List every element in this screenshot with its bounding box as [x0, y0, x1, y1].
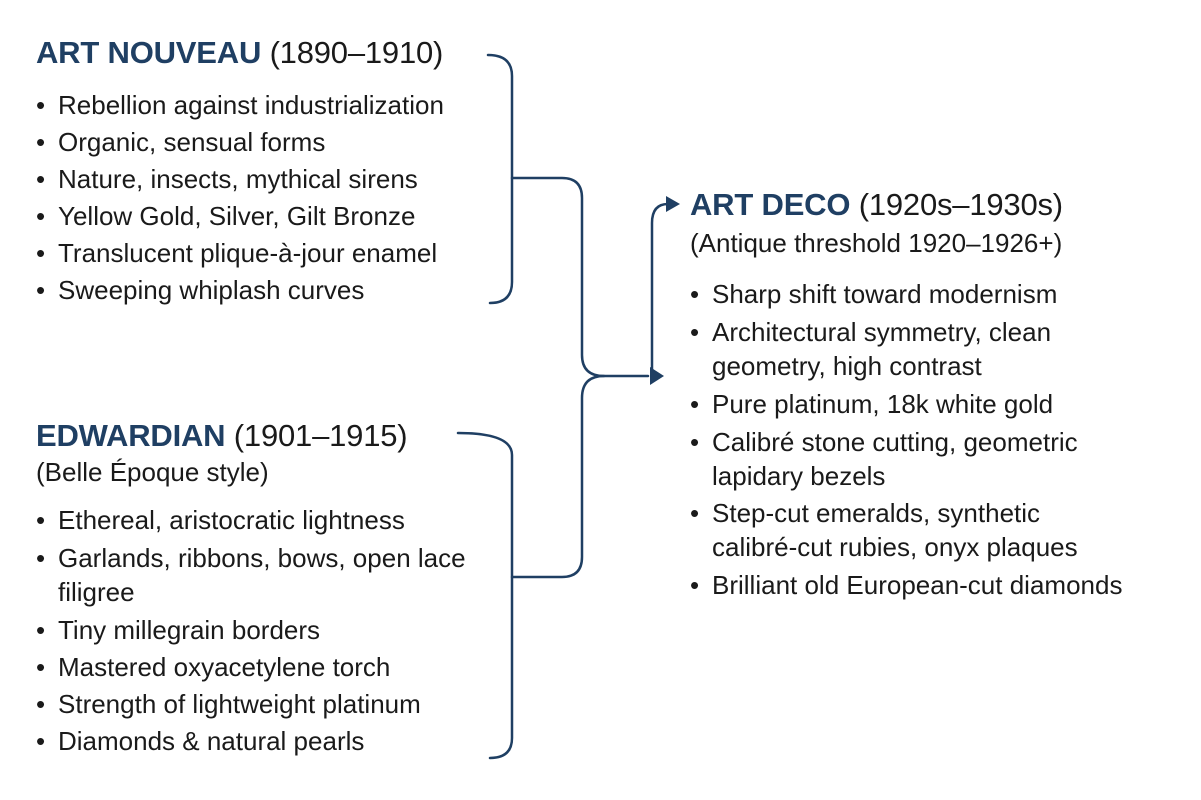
list-item: • Strength of lightweight platinum	[36, 686, 478, 723]
art-deco-section	[690, 186, 1132, 604]
edwardian-section	[36, 417, 478, 760]
art-nouveau-bracket	[488, 55, 512, 303]
list-item: • Diamonds & natural pearls	[36, 723, 478, 760]
list-item: • Brilliant old European-cut diamonds	[690, 567, 1132, 604]
list-item: • Architectural symmetry, clean geometry, high contrast	[690, 315, 1132, 383]
art-deco-heading	[690, 186, 1132, 224]
list-item: • Mastered oxyacetylene torch	[36, 649, 478, 686]
edwardian-bullet-list	[36, 502, 478, 760]
art-nouveau-heading	[36, 34, 444, 72]
art-nouveau-section	[36, 34, 444, 309]
art-nouveau-connector	[512, 178, 648, 376]
art-deco-connector	[652, 204, 668, 376]
list-item: • Step-cut emeralds, synthetic calibré-cut rubies, onyx plaques	[690, 496, 1132, 564]
arrowhead-icon	[666, 196, 680, 212]
list-item: • Sharp shift toward modernism	[690, 276, 1132, 313]
list-item: • Ethereal, aristocratic lightness	[36, 502, 478, 539]
edwardian-dates: (1901–1915)	[233, 418, 408, 453]
list-item: • Tiny millegrain borders	[36, 612, 478, 649]
list-item: • Organic, sensual forms	[36, 124, 444, 161]
list-item: • Translucent plique-à-jour enamel	[36, 235, 444, 272]
list-item: • Garlands, ribbons, bows, open lace filigree	[36, 541, 478, 609]
arrowhead-icon	[650, 367, 664, 385]
edwardian-name: EDWARDIAN	[36, 418, 226, 453]
list-item: • Sweeping whiplash curves	[36, 272, 444, 309]
art-deco-dates: (1920s–1930s)	[858, 187, 1063, 222]
art-deco-subtitle: (Antique threshold 1920–1926+)	[690, 228, 1063, 258]
art-deco-bullet-list	[690, 276, 1132, 604]
list-item: • Nature, insects, mythical sirens	[36, 161, 444, 198]
art-deco-name: ART DECO	[690, 187, 851, 222]
art-nouveau-name: ART NOUVEAU	[36, 35, 262, 70]
list-item: • Yellow Gold, Silver, Gilt Bronze	[36, 198, 444, 235]
edwardian-connector	[512, 376, 604, 577]
list-item: • Rebellion against industrialization	[36, 87, 444, 124]
list-item: • Pure platinum, 18k white gold	[690, 386, 1132, 423]
art-nouveau-bullet-list	[36, 87, 444, 309]
list-item: • Calibré stone cutting, geometric lapidary bezels	[690, 425, 1132, 493]
edwardian-heading	[36, 417, 478, 455]
edwardian-subtitle: (Belle Époque style)	[36, 457, 269, 487]
art-nouveau-dates: (1890–1910)	[269, 35, 444, 70]
